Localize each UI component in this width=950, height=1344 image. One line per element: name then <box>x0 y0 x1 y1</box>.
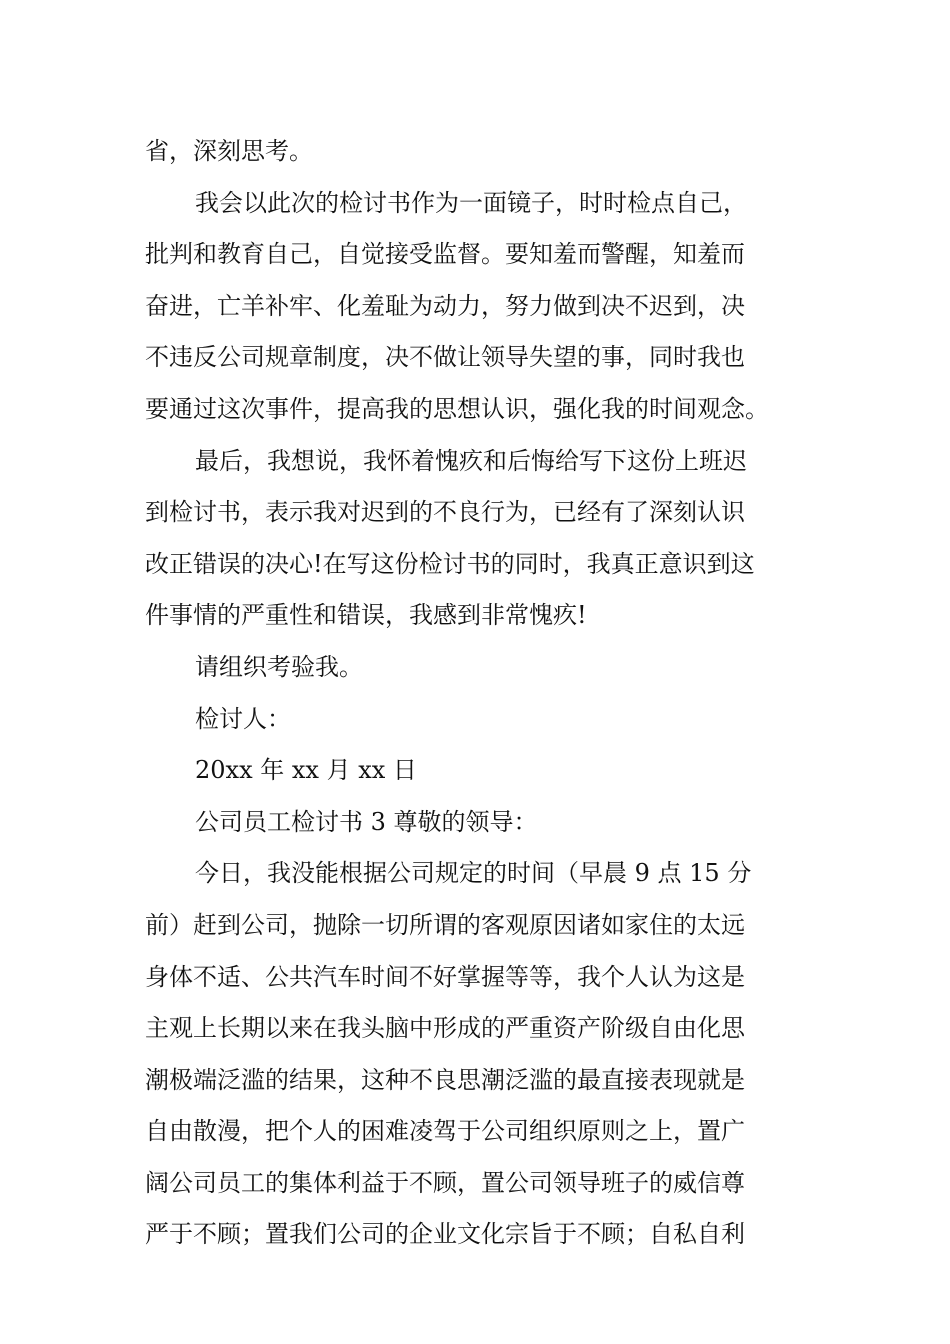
text-line: 省，深刻思考。 <box>145 137 313 165</box>
text-line: 要通过这次事件，提高我的思想认识，强化我的时间观念。 <box>145 394 769 423</box>
text-line: 20xx 年 xx 月 xx 日 <box>195 756 417 785</box>
document-body <box>145 126 810 1261</box>
text-line: 主观上长期以来在我头脑中形成的严重资产阶级自由化思 <box>145 1014 745 1043</box>
text-line: 前）赶到公司，抛除一切所谓的客观原因诸如家住的太远 <box>145 910 745 939</box>
text-line: 潮极端泛滥的结果，这种不良思潮泛滥的最直接表现就是 <box>145 1065 745 1094</box>
text-line: 我会以此次的检讨书作为一面镜子，时时检点自己， <box>195 188 747 217</box>
text-line: 阔公司员工的集体利益于不顾，置公司领导班子的威信尊 <box>145 1168 745 1197</box>
text-line: 奋进，亡羊补牢、化羞耻为动力，努力做到决不迟到，决 <box>145 291 745 320</box>
text-line: 公司员工检讨书 3 尊敬的领导： <box>195 807 538 836</box>
text-line: 请组织考验我。 <box>195 652 363 681</box>
text-line: 身体不适、公共汽车时间不好掌握等等，我个人认为这是 <box>145 962 745 991</box>
text-line: 严于不顾；置我们公司的企业文化宗旨于不顾；自私自利 <box>145 1220 745 1249</box>
text-line: 今日，我没能根据公司规定的时间（早晨 9 点 15 分 <box>195 859 752 888</box>
text-line: 最后，我想说，我怀着愧疚和后悔给写下这份上班迟 <box>195 446 747 475</box>
text-line: 到检讨书，表示我对迟到的不良行为，已经有了深刻认识 <box>145 498 745 527</box>
text-line: 检讨人： <box>195 704 291 733</box>
text-line: 批判和教育自己，自觉接受监督。要知羞而警醒，知羞而 <box>145 240 745 269</box>
text-line: 自由散漫，把个人的困难凌驾于公司组织原则之上，置广 <box>145 1117 745 1146</box>
text-line: 不违反公司规章制度，决不做让领导失望的事，同时我也 <box>145 343 745 372</box>
text-line: 改正错误的决心!在写这份检讨书的同时，我真正意识到这 <box>145 549 755 578</box>
text-line: 件事情的严重性和错误，我感到非常愧疚! <box>145 601 587 630</box>
